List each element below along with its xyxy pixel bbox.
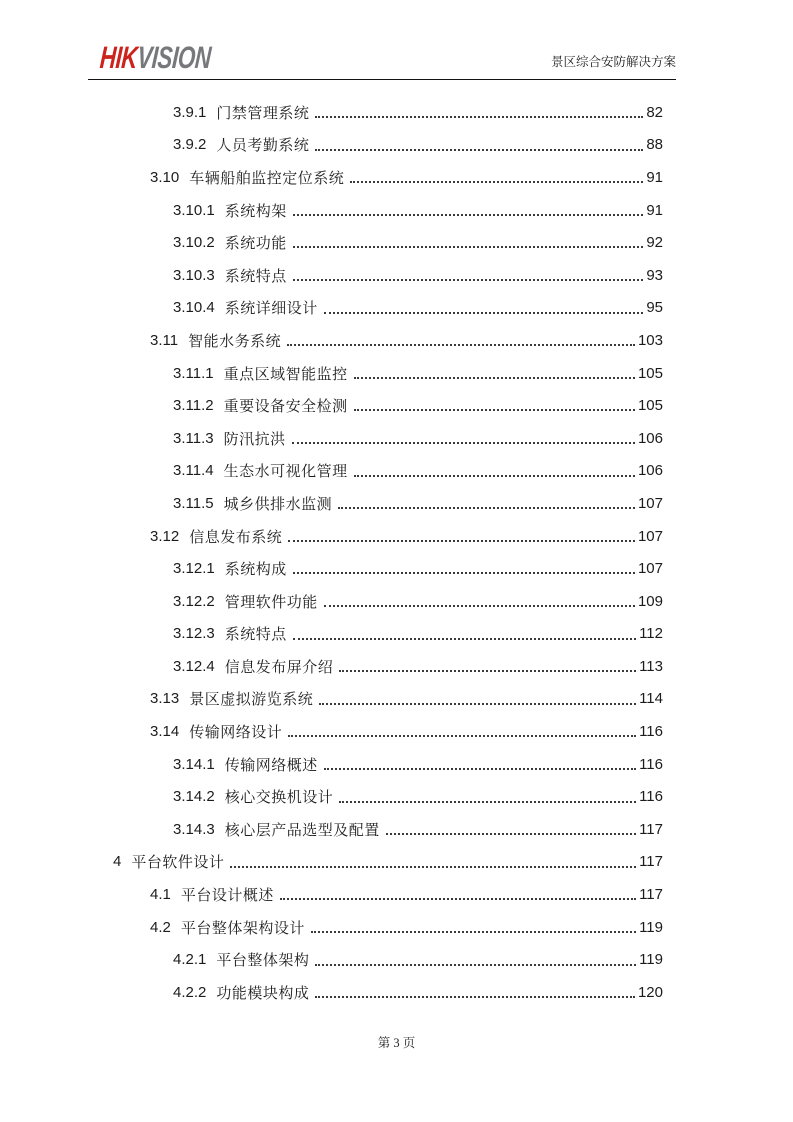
toc-entry-title: 平台设计概述 — [180, 888, 274, 905]
toc-entry-title: 系统功能 — [224, 236, 287, 253]
toc-entry-number: 3.9.2 — [173, 136, 207, 154]
toc-dot-leader — [315, 976, 635, 998]
toc-entry — [88, 161, 663, 194]
toc-entry-title: 功能模块构成 — [216, 985, 310, 1002]
toc-dot-leader — [324, 585, 635, 607]
toc-entry-title: 平台整体架构 — [216, 953, 310, 970]
toc-entry-page-number: 107 — [637, 494, 663, 512]
toc-dot-leader — [324, 292, 644, 314]
toc-entry-page-number: 116 — [639, 788, 663, 806]
toc-entry-page-number: 109 — [637, 592, 663, 610]
toc-entry-title: 车辆船舶监控定位系统 — [189, 170, 345, 187]
toc-entry-page-number: 105 — [637, 397, 663, 415]
toc-dot-leader — [339, 650, 636, 672]
toc-entry-number: 3.9.1 — [173, 103, 207, 121]
toc-entry-title: 重要设备安全检测 — [223, 399, 348, 416]
toc-entry-number: 3.10.2 — [173, 234, 215, 252]
toc-entry-number: 3.12.3 — [173, 625, 215, 643]
toc-entry-number: 4 — [113, 853, 122, 871]
toc-entry-title: 景区虚拟游览系统 — [189, 692, 314, 709]
toc-entry-title: 系统构架 — [224, 203, 287, 220]
toc-entry — [88, 846, 663, 879]
toc-dot-leader — [339, 780, 636, 802]
toc-dot-leader — [287, 324, 635, 346]
toc-entry-number: 3.14.3 — [173, 820, 215, 838]
toc-dot-leader — [386, 813, 636, 835]
toc-dot-leader — [311, 911, 636, 933]
toc-dot-leader — [293, 194, 644, 216]
toc-entry-page-number: 107 — [637, 527, 663, 545]
toc-entry-title: 城乡供排水监测 — [223, 496, 333, 513]
toc-entry — [88, 422, 663, 455]
toc-entry — [88, 455, 663, 488]
toc-dot-leader — [288, 520, 635, 542]
toc-entry — [88, 878, 663, 911]
toc-entry-title: 核心层产品选型及配置 — [224, 822, 380, 839]
toc-entry-title: 生态水可视化管理 — [223, 464, 348, 481]
header-divider — [88, 79, 676, 80]
toc-entry — [88, 487, 663, 520]
hikvision-logo — [99, 42, 212, 73]
toc-entry — [88, 194, 663, 227]
toc-entry — [88, 943, 663, 976]
toc-entry — [88, 357, 663, 390]
toc-entry — [88, 259, 663, 292]
toc-entry-title: 人员考勤系统 — [216, 138, 310, 155]
toc-entry-number: 3.12 — [150, 527, 180, 545]
toc-entry-number: 3.10 — [150, 168, 180, 186]
toc-entry-title: 核心交换机设计 — [224, 790, 334, 807]
toc-entry — [88, 911, 663, 944]
toc-entry-page-number: 91 — [646, 201, 663, 219]
toc-dot-leader — [354, 357, 635, 379]
toc-entry-page-number: 107 — [637, 560, 663, 578]
toc-entry-page-number: 116 — [639, 723, 663, 741]
toc-entry-title: 管理软件功能 — [224, 594, 318, 611]
toc-entry-title: 智能水务系统 — [188, 333, 282, 350]
toc-entry-number: 3.12.4 — [173, 657, 215, 675]
toc-entry-page-number: 88 — [646, 136, 663, 154]
toc-entry-page-number: 91 — [646, 168, 663, 186]
toc-entry-number: 3.11 — [150, 331, 179, 349]
toc-entry — [88, 813, 663, 846]
toc-entry-number: 3.11.4 — [173, 462, 214, 480]
toc-entry-number: 3.11.5 — [173, 494, 214, 512]
toc-entry-title: 传输网络概述 — [224, 757, 318, 774]
toc-dot-leader — [315, 943, 636, 965]
toc-dot-leader — [280, 878, 636, 900]
toc-entry-number: 3.11.3 — [173, 429, 214, 447]
toc-entry — [88, 585, 663, 618]
toc-dot-leader — [293, 226, 644, 248]
toc-entry-page-number: 106 — [637, 462, 663, 480]
toc-entry-title: 门禁管理系统 — [216, 105, 310, 122]
toc-dot-leader — [293, 259, 644, 281]
hikvision-logo-vision: VISION — [136, 40, 213, 75]
toc-entry-page-number: 112 — [639, 625, 663, 643]
toc-entry-title: 系统详细设计 — [224, 301, 318, 318]
toc-entry-number: 3.12.1 — [173, 560, 215, 578]
toc-dot-leader — [288, 715, 636, 737]
toc-entry — [88, 129, 663, 162]
toc-entry-title: 防汛抗洪 — [223, 431, 286, 448]
toc-entry — [88, 226, 663, 259]
toc-entry-title: 重点区域智能监控 — [223, 366, 348, 383]
page-number-footer: 第 3 页 — [377, 1036, 416, 1050]
toc-entry-number: 3.14.1 — [173, 755, 215, 773]
toc-dot-leader — [354, 389, 635, 411]
toc-entry — [88, 683, 663, 716]
toc-entry — [88, 324, 663, 357]
toc-entry-title: 系统特点 — [224, 268, 287, 285]
toc-entry-page-number: 92 — [646, 234, 663, 252]
toc-entry-page-number: 82 — [646, 103, 663, 121]
toc-entry — [88, 748, 663, 781]
toc-entry — [88, 976, 663, 1009]
toc-entry-page-number: 103 — [637, 331, 663, 349]
toc-entry-page-number: 117 — [639, 853, 663, 871]
toc-entry-page-number: 113 — [639, 657, 663, 675]
toc-entry-title: 传输网络设计 — [189, 725, 283, 742]
toc-entry — [88, 715, 663, 748]
toc-entry-number: 3.10.3 — [173, 266, 215, 284]
toc-entry-page-number: 117 — [639, 886, 663, 904]
toc-entry-page-number: 116 — [639, 755, 663, 773]
toc-entry — [88, 292, 663, 325]
toc-list — [88, 96, 663, 1009]
toc-entry — [88, 780, 663, 813]
toc-entry-number: 3.14 — [150, 723, 180, 741]
toc-entry — [88, 96, 663, 129]
document-title-header: 景区综合安防解决方案 — [550, 55, 676, 69]
toc-entry — [88, 552, 663, 585]
toc-dot-leader — [293, 552, 635, 574]
toc-entry-title: 系统构成 — [224, 562, 287, 579]
toc-entry-number: 4.2 — [150, 918, 171, 936]
toc-entry-number: 3.14.2 — [173, 788, 215, 806]
toc-entry-title: 系统特点 — [224, 627, 287, 644]
toc-entry-number: 3.10.4 — [173, 299, 215, 317]
toc-entry-number: 3.10.1 — [173, 201, 215, 219]
toc-entry-number: 4.1 — [150, 886, 171, 904]
toc-dot-leader — [350, 161, 643, 183]
toc-dot-leader — [292, 422, 635, 444]
toc-entry-title: 平台软件设计 — [131, 855, 225, 872]
toc-entry-page-number: 114 — [639, 690, 663, 708]
toc-dot-leader — [315, 129, 643, 151]
toc-dot-leader — [338, 487, 635, 509]
toc-entry-number: 3.11.2 — [173, 397, 214, 415]
toc-entry-number: 4.2.2 — [173, 983, 207, 1001]
toc-dot-leader — [315, 96, 643, 118]
toc-entry-title: 信息发布屏介绍 — [224, 659, 334, 676]
toc-entry-page-number: 117 — [639, 820, 663, 838]
toc-entry — [88, 389, 663, 422]
toc-entry-page-number: 120 — [637, 983, 663, 1001]
toc-entry — [88, 520, 663, 553]
hikvision-logo-hik: HIK — [98, 40, 139, 75]
toc-dot-leader — [324, 748, 636, 770]
toc-dot-leader — [319, 683, 636, 705]
toc-dot-leader — [354, 455, 635, 477]
toc-entry-number: 3.11.1 — [173, 364, 214, 382]
toc-entry-number: 3.13 — [150, 690, 180, 708]
toc-entry — [88, 650, 663, 683]
toc-entry-title: 平台整体架构设计 — [180, 920, 305, 937]
toc-entry-page-number: 95 — [646, 299, 663, 317]
toc-entry-number: 3.12.2 — [173, 592, 215, 610]
toc-dot-leader — [293, 618, 636, 640]
toc-entry-page-number: 119 — [639, 951, 663, 969]
toc-dot-leader — [230, 846, 636, 868]
toc-entry — [88, 618, 663, 651]
toc-entry-page-number: 105 — [637, 364, 663, 382]
toc-entry-page-number: 106 — [637, 429, 663, 447]
toc-entry-page-number: 119 — [639, 918, 663, 936]
toc-entry-title: 信息发布系统 — [189, 529, 283, 546]
toc-entry-number: 4.2.1 — [173, 951, 207, 969]
toc-entry-page-number: 93 — [646, 266, 663, 284]
